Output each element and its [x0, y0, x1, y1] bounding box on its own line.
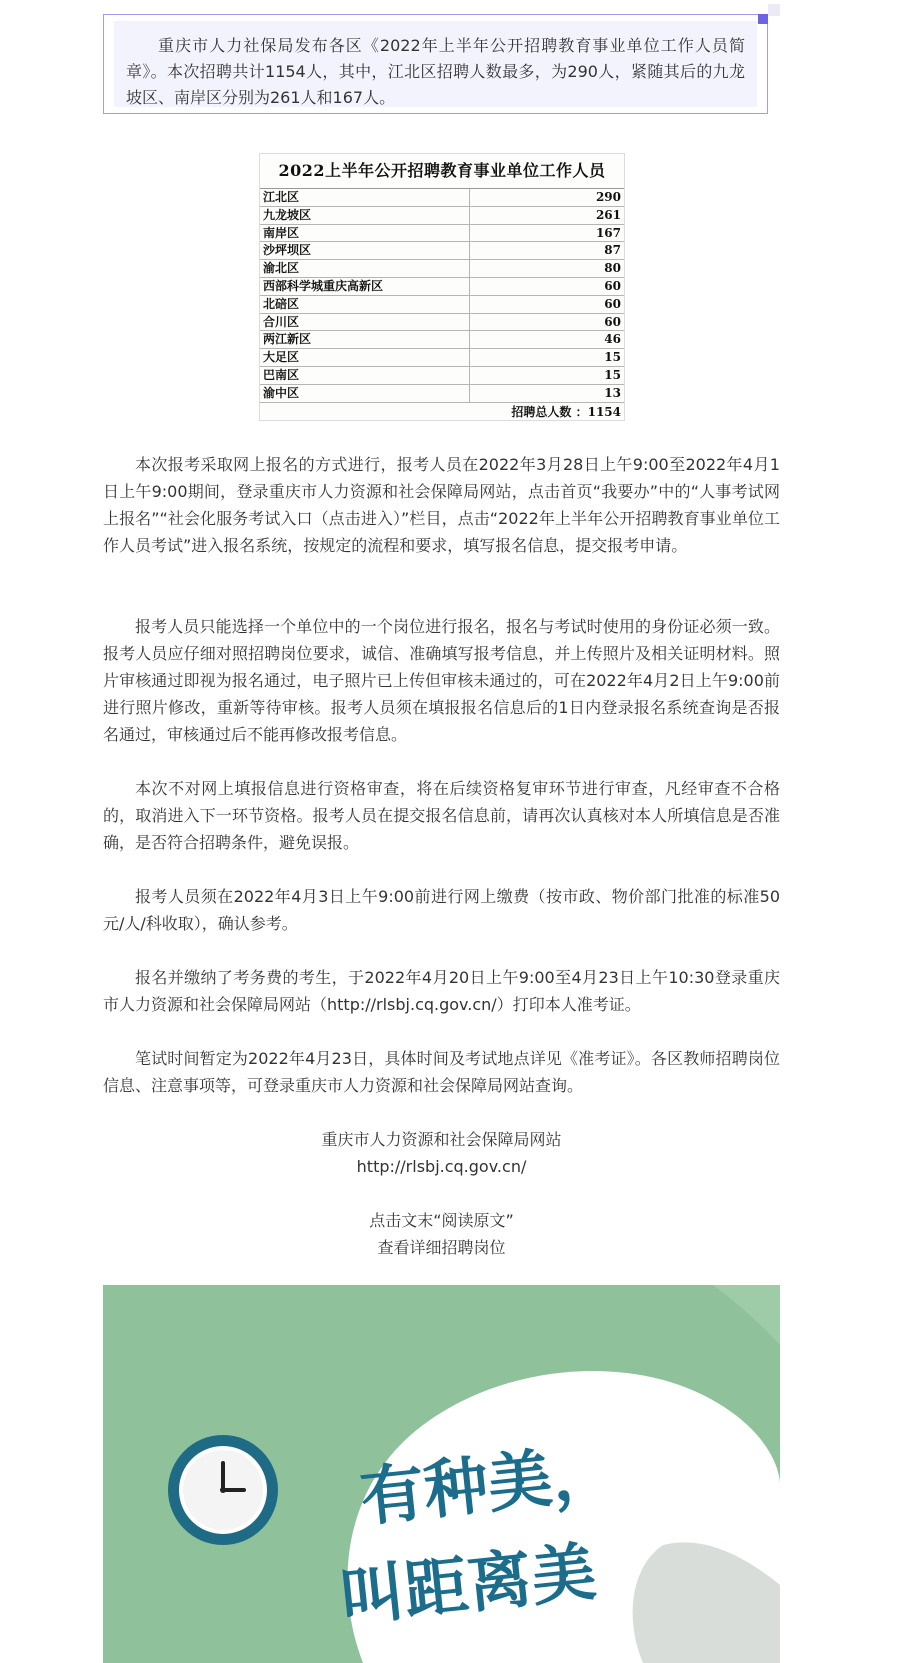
table-cell-count: 290	[595, 190, 621, 204]
table-cell-district: 北碚区	[260, 296, 470, 313]
source-name: 重庆市人力资源和社会保障局网站	[321, 1130, 562, 1149]
banner-slogan-line1: 有种美，	[356, 1435, 620, 1536]
table-cell-count: 167	[595, 225, 621, 240]
table-cell-district: 南岸区	[260, 225, 470, 242]
table-row	[260, 225, 624, 243]
readmore-detail: 查看详细招聘岗位	[377, 1238, 506, 1257]
table-cell-district: 沙坪坝区	[260, 242, 470, 259]
table-cell-district: 两江新区	[260, 331, 470, 348]
table-cell-district: 江北区	[260, 189, 470, 206]
table-row	[260, 385, 624, 403]
table-cell-count: 261	[595, 207, 621, 222]
table-cell-count: 60	[604, 296, 621, 311]
banner-illustration	[103, 1285, 780, 1663]
corner-marker	[758, 14, 768, 24]
table-row	[260, 260, 624, 278]
paragraph-admission-ticket: 报名并缴纳了考务费的考生，于2022年4月20日上午9:00至4月23日上午10:30登录重庆市人力资源和社会保障局网站（http://rlsbj.cq.gov.cn/）打印本人准考证。	[103, 968, 780, 1014]
table-total: 招聘总人数 ：1154	[511, 404, 621, 419]
paragraph-exam-time: 笔试时间暂定为2022年4月23日，具体时间及考试地点详见《准考证》。各区教师招聘岗位信息、注意事项等，可登录重庆市人力资源和社会保障局网站查询。	[103, 1049, 780, 1095]
table-cell-count: 15	[604, 367, 621, 382]
recruitment-table	[259, 153, 625, 421]
table-cell-count: 15	[604, 350, 621, 365]
table-cell-count: 60	[604, 314, 621, 329]
table-cell-district: 大足区	[260, 349, 470, 366]
banner-image	[103, 1285, 780, 1663]
table-row	[260, 331, 624, 349]
source-url-link[interactable]: http://rlsbj.cq.gov.cn/	[356, 1157, 527, 1176]
table-cell-district: 合川区	[260, 314, 470, 331]
table-cell-district: 西部科学城重庆高新区	[260, 278, 470, 295]
table-cell-district: 渝北区	[260, 260, 470, 277]
paragraph-review: 本次不对网上填报信息进行资格审查，将在后续资格复审环节进行审查，凡经审查不合格的，取消进入下一环节资格。报考人员在提交报名信息前，请再次认真核对本人所填信息是否准确，是否符合招聘条件，避免误报。	[103, 779, 780, 852]
table-row	[260, 207, 624, 225]
table-cell-count: 80	[604, 261, 621, 276]
paragraph-registration: 本次报考采取网上报名的方式进行，报考人员在2022年3月28日上午9:00至2022年4月1日上午9:00期间，登录重庆市人力资源和社会保障局网站，点击首页“我要办”中的“人事考试网上报名”“社会化服务考试入口（点击进入）”栏目，点击“2022年上半年公开招聘教育事业单位工作人员考试”进入报名系统，按规定的流程和要求，填写报名信息，提交报考申请。	[103, 455, 780, 555]
clock-icon	[168, 1435, 278, 1545]
summary-text: 重庆市人力社保局发布各区《2022年上半年公开招聘教育事业单位工作人员简章》。本次招聘共计1154人，其中，江北区招聘人数最多，为290人，紧随其后的九龙坡区、南岸区分别为261人和167人。	[114, 21, 757, 107]
table-cell-count: 60	[604, 278, 621, 293]
table-cell-district: 渝中区	[260, 385, 470, 402]
table-row	[260, 242, 624, 260]
summary-quote-box	[103, 14, 768, 114]
table-cell-district: 九龙坡区	[260, 207, 470, 224]
corner-decoration	[768, 4, 780, 16]
table-cell-count: 87	[604, 243, 621, 258]
table-row	[260, 314, 624, 332]
table-title: 2022上半年公开招聘教育事业单位工作人员	[260, 154, 624, 189]
table-cell-count: 13	[604, 385, 621, 400]
readmore-hint: 点击文末“阅读原文”	[369, 1211, 514, 1230]
paragraph-payment: 报考人员须在2022年4月3日上午9:00前进行网上缴费（按市政、物价部门批准的标准50元/人/科收取），确认参考。	[103, 887, 780, 933]
table-row	[260, 349, 624, 367]
table-row	[260, 278, 624, 296]
table-rows	[260, 189, 624, 403]
table-row	[260, 367, 624, 385]
table-cell-count: 46	[604, 332, 621, 347]
table-row	[260, 296, 624, 314]
table-row	[260, 189, 624, 207]
banner-slogan-line2: 叫距离美	[336, 1535, 600, 1636]
paragraph-requirements: 报考人员只能选择一个单位中的一个岗位进行报名，报名与考试时使用的身份证必须一致。报考人员应仔细对照招聘岗位要求，诚信、准确填写报考信息，并上传照片及相关证明材料。照片审核通过即视为报名通过，电子照片已上传但审核未通过的，可在2022年4月2日上午9:00前进行照片修改，重新等待审核。报考人员须在填报报名信息后的1日内登录报名系统查询是否报名通过，审核通过后不能再修改报考信息。	[103, 617, 780, 744]
table-cell-district: 巴南区	[260, 367, 470, 384]
